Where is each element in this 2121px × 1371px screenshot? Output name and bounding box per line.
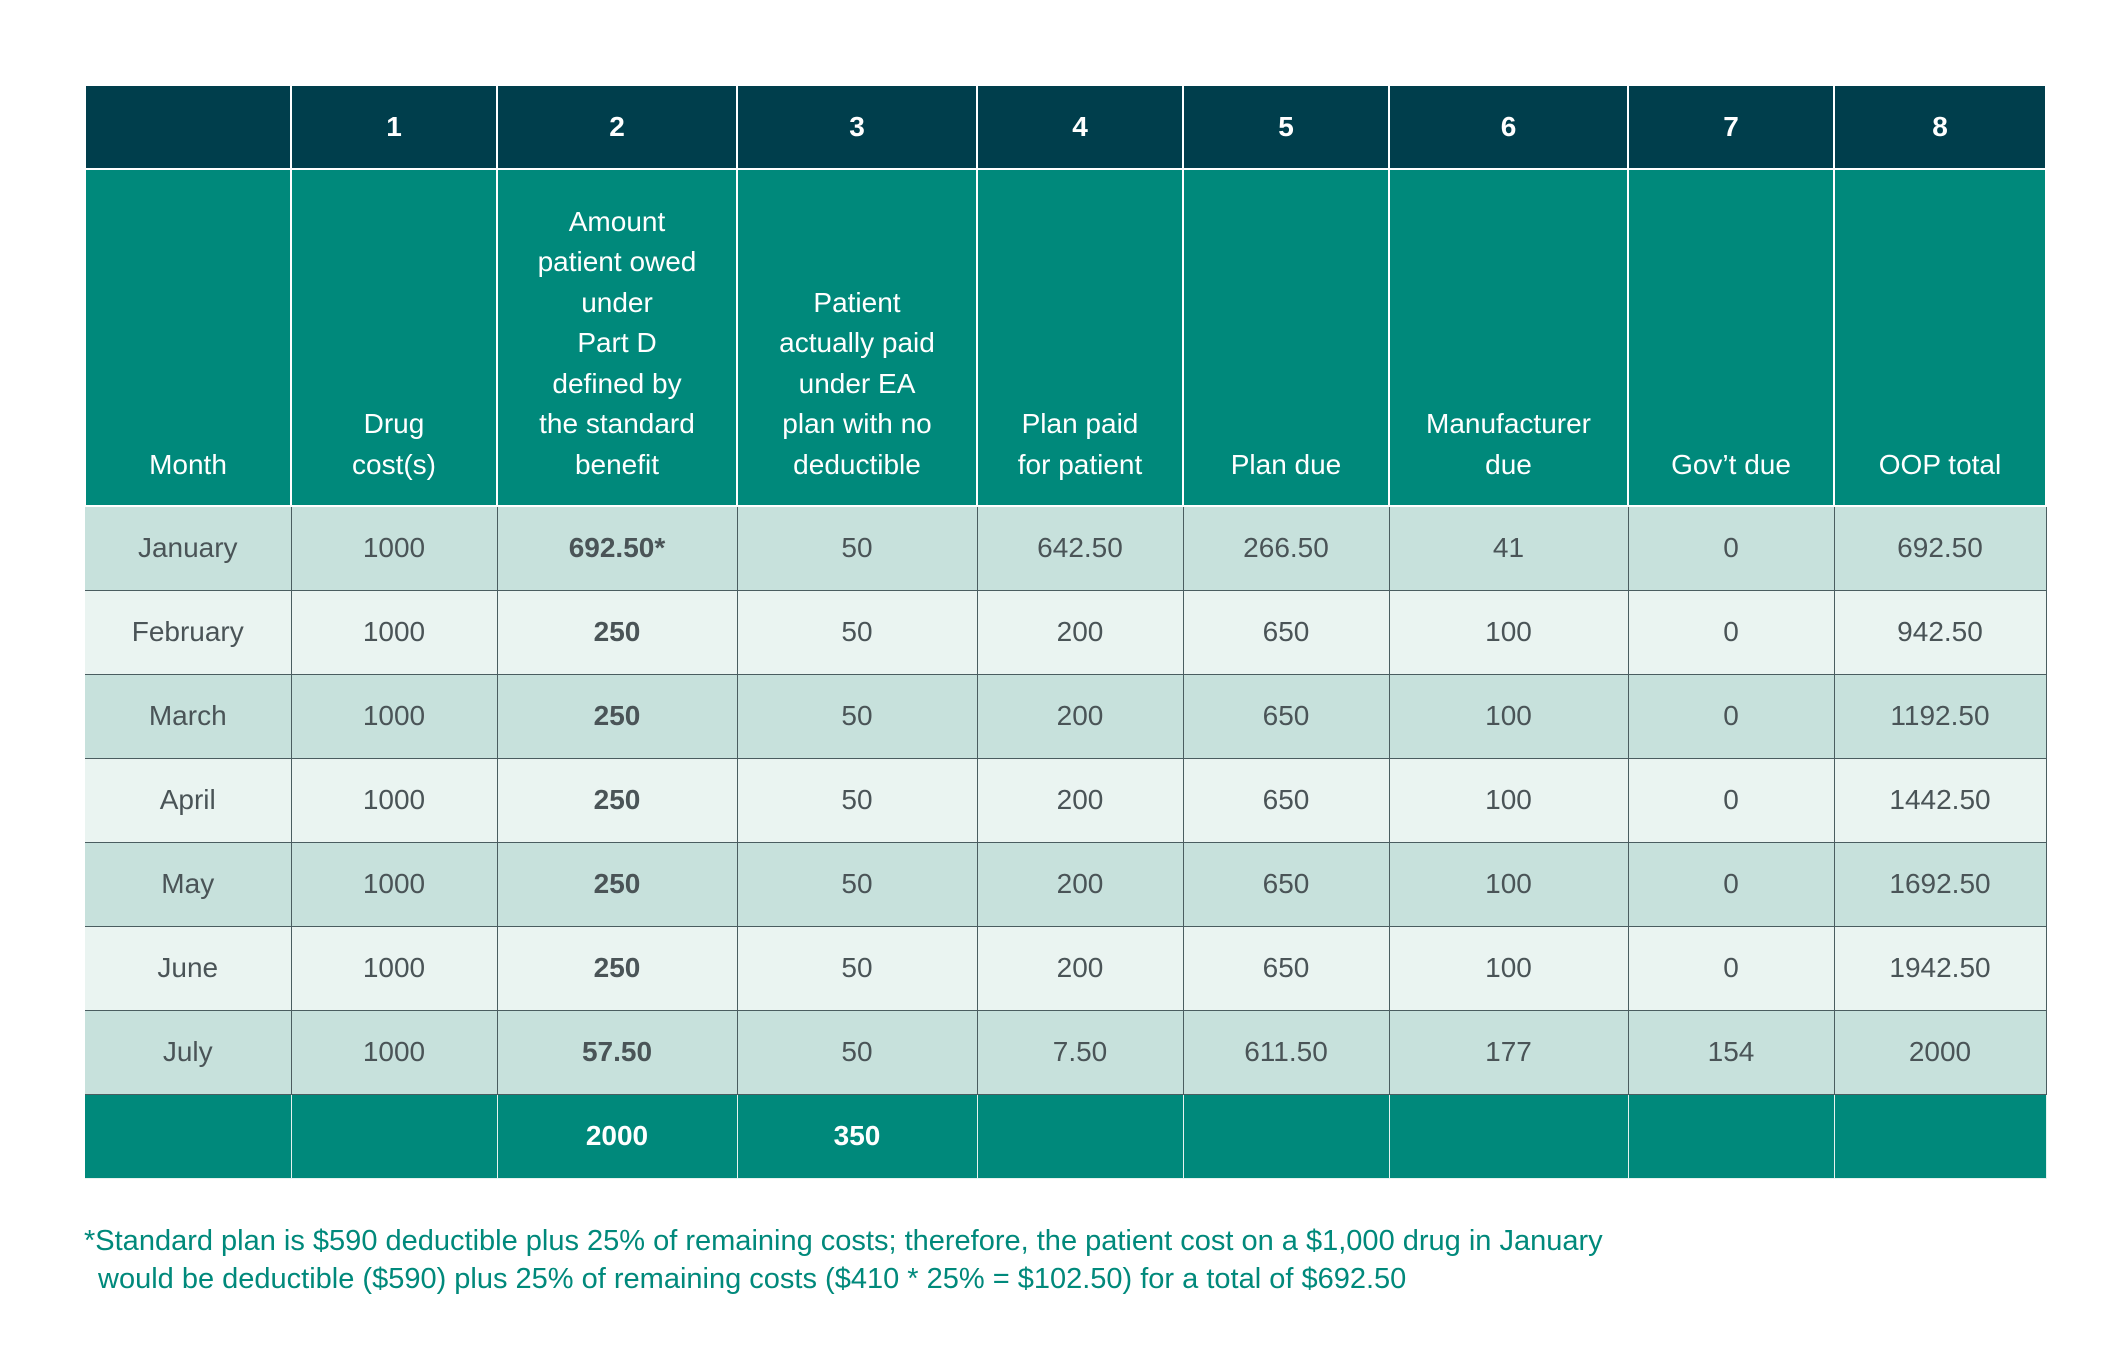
total-cell-8 bbox=[1834, 1094, 2046, 1178]
column-header-line: due bbox=[1485, 448, 1532, 480]
table-cell: 200 bbox=[977, 674, 1183, 758]
column-number-5: 5 bbox=[1183, 85, 1389, 169]
table-cell: 50 bbox=[737, 1010, 977, 1094]
column-header-line: actually paid bbox=[779, 327, 935, 358]
table-cell: 1000 bbox=[291, 926, 497, 1010]
table-body bbox=[85, 506, 2046, 1094]
table-cell: 177 bbox=[1389, 1010, 1628, 1094]
table-cell: 1000 bbox=[291, 674, 497, 758]
footnote bbox=[84, 1222, 2044, 1298]
column-header-6 bbox=[1389, 169, 1628, 506]
table-cell: April bbox=[85, 758, 291, 842]
table-cell: 611.50 bbox=[1183, 1010, 1389, 1094]
total-cell-2: 2000 bbox=[497, 1094, 737, 1178]
table-row bbox=[85, 506, 2046, 590]
table-cell: 1000 bbox=[291, 506, 497, 590]
column-header-line: Plan due bbox=[1230, 448, 1342, 480]
table-cell: 650 bbox=[1183, 842, 1389, 926]
table-cell: 650 bbox=[1183, 590, 1389, 674]
table-cell: 1000 bbox=[291, 1010, 497, 1094]
column-header-0 bbox=[85, 169, 291, 506]
table-cell: 200 bbox=[977, 758, 1183, 842]
table-row bbox=[85, 590, 2046, 674]
column-header-row bbox=[85, 169, 2046, 506]
table-cell: March bbox=[85, 674, 291, 758]
column-number-2: 2 bbox=[497, 85, 737, 169]
total-cell-4 bbox=[977, 1094, 1183, 1178]
table-row bbox=[85, 1010, 2046, 1094]
table-cell: 0 bbox=[1628, 842, 1834, 926]
column-number-1: 1 bbox=[291, 85, 497, 169]
cost-table bbox=[84, 84, 2047, 1179]
table-cell: 642.50 bbox=[977, 506, 1183, 590]
table-row bbox=[85, 758, 2046, 842]
table-cell: 50 bbox=[737, 842, 977, 926]
column-number-3: 3 bbox=[737, 85, 977, 169]
column-number-0 bbox=[85, 85, 291, 169]
table-cell: 650 bbox=[1183, 758, 1389, 842]
table-cell: 50 bbox=[737, 674, 977, 758]
cost-table-container bbox=[84, 84, 2045, 1179]
table-cell: May bbox=[85, 842, 291, 926]
table-cell: 1192.50 bbox=[1834, 674, 2046, 758]
table-cell: 100 bbox=[1389, 758, 1628, 842]
table-cell: 250 bbox=[497, 590, 737, 674]
table-cell: 266.50 bbox=[1183, 506, 1389, 590]
column-header-line: patient owed bbox=[537, 246, 697, 277]
table-cell: 100 bbox=[1389, 842, 1628, 926]
table-cell: 692.50 bbox=[1834, 506, 2046, 590]
table-cell: 154 bbox=[1628, 1010, 1834, 1094]
column-header-line: plan with no bbox=[782, 408, 932, 439]
table-cell: 200 bbox=[977, 842, 1183, 926]
table-cell: 250 bbox=[497, 674, 737, 758]
column-header-4 bbox=[977, 169, 1183, 506]
table-cell: 1692.50 bbox=[1834, 842, 2046, 926]
column-header-line: deductible bbox=[793, 448, 921, 480]
table-cell: 57.50 bbox=[497, 1010, 737, 1094]
table-cell: 0 bbox=[1628, 590, 1834, 674]
table-cell: 942.50 bbox=[1834, 590, 2046, 674]
column-header-2 bbox=[497, 169, 737, 506]
column-header-line: Part D bbox=[577, 327, 657, 358]
total-cell-0 bbox=[85, 1094, 291, 1178]
column-header-8 bbox=[1834, 169, 2046, 506]
table-cell: 0 bbox=[1628, 674, 1834, 758]
column-header-line: under EA bbox=[798, 367, 916, 399]
table-cell: July bbox=[85, 1010, 291, 1094]
table-cell: 200 bbox=[977, 926, 1183, 1010]
table-cell: 1442.50 bbox=[1834, 758, 2046, 842]
table-cell: 50 bbox=[737, 926, 977, 1010]
totals-row bbox=[85, 1094, 2046, 1178]
table-cell: 0 bbox=[1628, 506, 1834, 590]
column-header-line: OOP total bbox=[1878, 448, 2002, 480]
column-header-line: Drug bbox=[363, 408, 425, 439]
table-cell: 100 bbox=[1389, 674, 1628, 758]
table-cell: January bbox=[85, 506, 291, 590]
table-cell: 100 bbox=[1389, 590, 1628, 674]
table-cell: 1000 bbox=[291, 842, 497, 926]
table-cell: 692.50* bbox=[497, 506, 737, 590]
total-cell-1 bbox=[291, 1094, 497, 1178]
column-header-line: the standard bbox=[539, 408, 695, 439]
column-header-line: benefit bbox=[574, 448, 660, 480]
table-cell: June bbox=[85, 926, 291, 1010]
table-cell: 0 bbox=[1628, 926, 1834, 1010]
table-cell: 1000 bbox=[291, 758, 497, 842]
table-row bbox=[85, 674, 2046, 758]
table-cell: 1000 bbox=[291, 590, 497, 674]
table-cell: 41 bbox=[1389, 506, 1628, 590]
footnote-line-2: would be deductible ($590) plus 25% of remaining costs ($410 * 25% = $102.50) for a total of $692.50 bbox=[98, 1263, 1407, 1295]
total-cell-5 bbox=[1183, 1094, 1389, 1178]
column-header-line: Amount bbox=[568, 205, 666, 237]
table-cell: 50 bbox=[737, 758, 977, 842]
column-header-3 bbox=[737, 169, 977, 506]
table-cell: 200 bbox=[977, 590, 1183, 674]
table-cell: 50 bbox=[737, 590, 977, 674]
column-header-7 bbox=[1628, 169, 1834, 506]
footnote-line-1: *Standard plan is $590 deductible plus 25% of remaining costs; therefore, the patient cost on a $1,000 drug in January bbox=[84, 1225, 1603, 1257]
column-header-line: Plan paid bbox=[1021, 408, 1139, 439]
column-header-line: for patient bbox=[1017, 448, 1143, 480]
column-header-line: Patient bbox=[813, 286, 901, 318]
table-cell: 2000 bbox=[1834, 1010, 2046, 1094]
column-header-1 bbox=[291, 169, 497, 506]
column-number-8: 8 bbox=[1834, 85, 2046, 169]
total-cell-7 bbox=[1628, 1094, 1834, 1178]
table-cell: 250 bbox=[497, 758, 737, 842]
table-cell: 50 bbox=[737, 506, 977, 590]
table-cell: 650 bbox=[1183, 674, 1389, 758]
table-cell: 250 bbox=[497, 926, 737, 1010]
column-number-row bbox=[85, 85, 2046, 169]
table-cell: 100 bbox=[1389, 926, 1628, 1010]
column-header-line: Gov’t due bbox=[1671, 448, 1791, 480]
table-cell: 0 bbox=[1628, 758, 1834, 842]
total-cell-6 bbox=[1389, 1094, 1628, 1178]
table-row bbox=[85, 926, 2046, 1010]
column-header-line: under bbox=[581, 286, 653, 318]
table-row bbox=[85, 842, 2046, 926]
table-cell: 7.50 bbox=[977, 1010, 1183, 1094]
table-cell: 650 bbox=[1183, 926, 1389, 1010]
column-header-line: Manufacturer bbox=[1426, 408, 1591, 439]
column-number-4: 4 bbox=[977, 85, 1183, 169]
column-number-6: 6 bbox=[1389, 85, 1628, 169]
total-cell-3: 350 bbox=[737, 1094, 977, 1178]
column-header-line: cost(s) bbox=[352, 448, 436, 480]
column-header-line: Month bbox=[149, 448, 227, 480]
table-cell: February bbox=[85, 590, 291, 674]
column-number-7: 7 bbox=[1628, 85, 1834, 169]
table-cell: 250 bbox=[497, 842, 737, 926]
table-cell: 1942.50 bbox=[1834, 926, 2046, 1010]
column-header-line: defined by bbox=[552, 367, 682, 399]
column-header-5 bbox=[1183, 169, 1389, 506]
